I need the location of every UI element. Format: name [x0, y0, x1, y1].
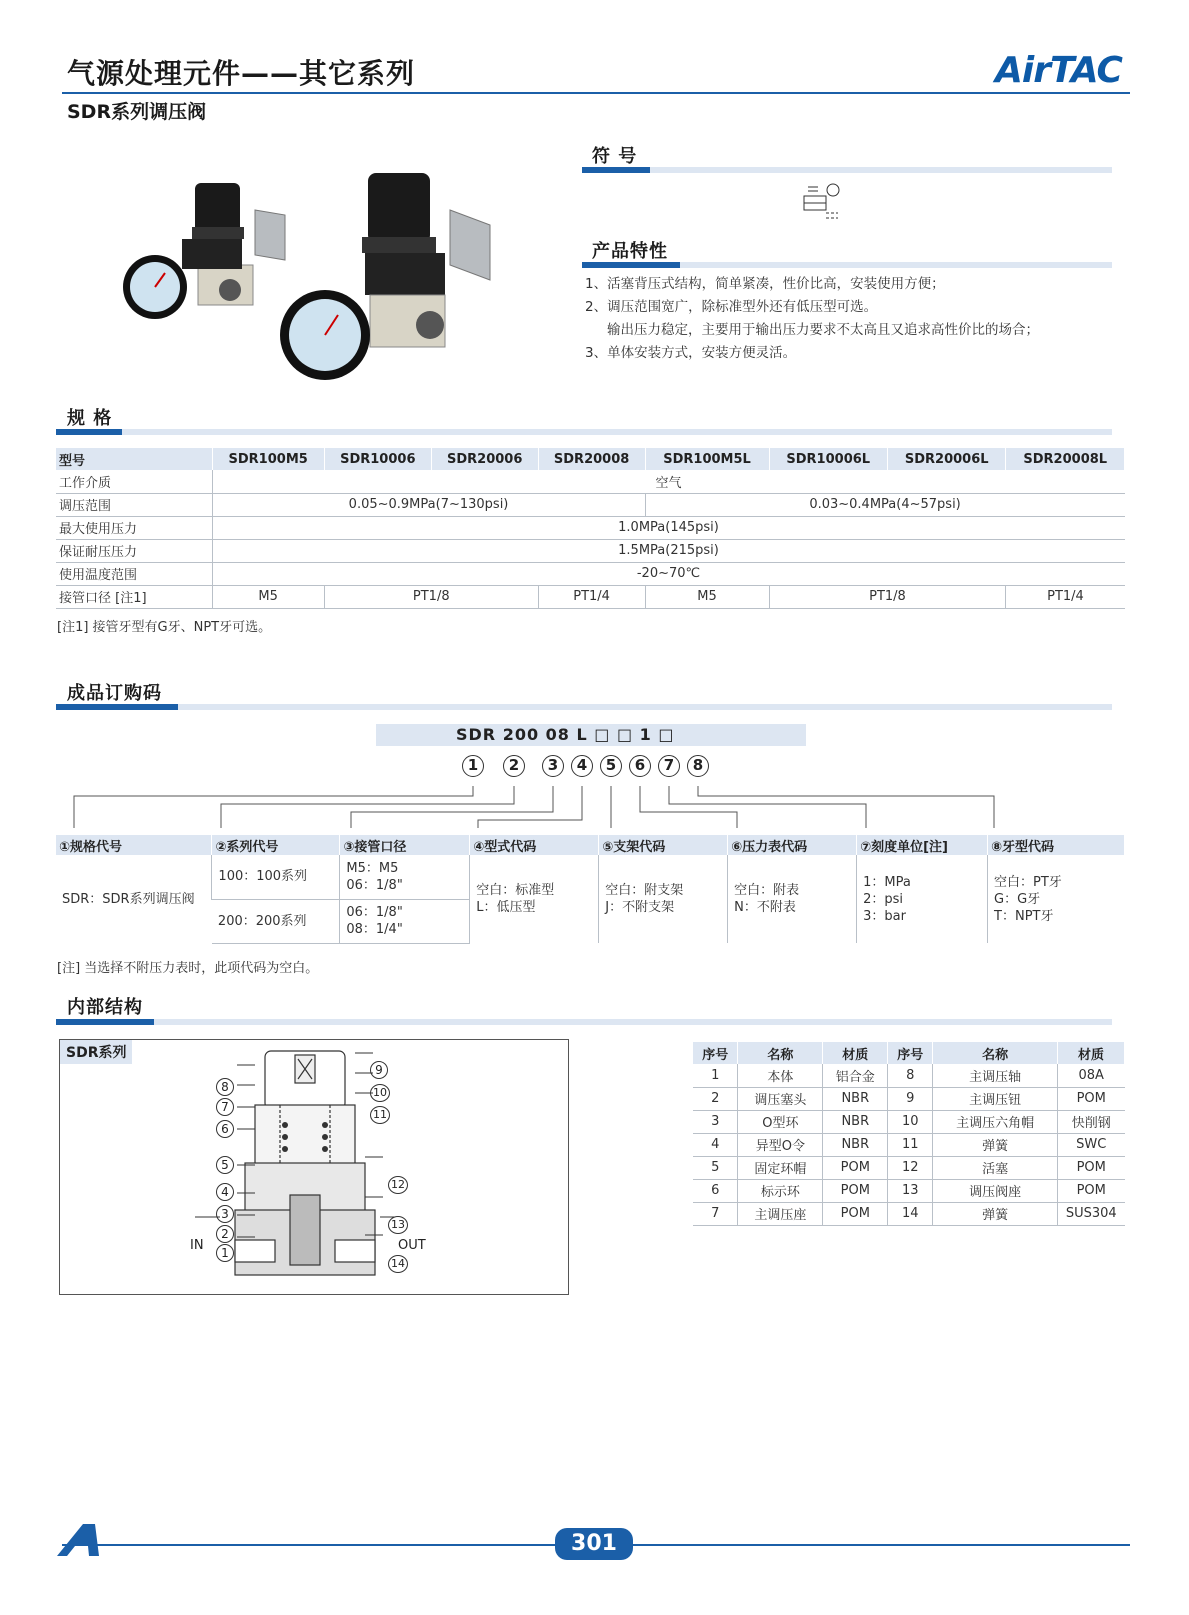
parts-cell: 6	[693, 1179, 738, 1202]
order-note: [注] 当选择不附压力表时，此项代码为空白。	[57, 961, 319, 976]
spec-value: M5	[645, 585, 769, 608]
parts-cell: POM	[1057, 1087, 1124, 1110]
order-cell: 06：1/8" 08：1/4"	[340, 899, 470, 943]
feature-line: 输出压力稳定，主要用于输出压力要求不太高且又追求高性价比的场合；	[607, 322, 1039, 338]
structure-section-accent	[56, 1019, 154, 1025]
callout-9: 9	[370, 1061, 388, 1079]
callout-8: 8	[216, 1078, 234, 1096]
parts-cell: 弹簧	[933, 1133, 1058, 1156]
spec-header-cell: SDR100M5L	[645, 448, 769, 470]
regulator-symbol-icon	[798, 181, 848, 223]
callout-4: 4	[216, 1183, 234, 1201]
parts-cell: POM	[1057, 1179, 1124, 1202]
parts-header-cell: 序号	[693, 1042, 738, 1064]
table-row	[693, 1202, 1125, 1225]
order-number-4: 4	[571, 755, 593, 777]
parts-cell: 10	[888, 1110, 933, 1133]
spec-label: 工作介质	[56, 470, 212, 493]
parts-cell: O型环	[738, 1110, 823, 1133]
symbol-section-bar	[582, 167, 1112, 173]
order-number-1: 1	[462, 755, 484, 777]
spec-note: [注1] 接管牙型有G牙、NPT牙可选。	[57, 620, 272, 635]
order-header-cell: ⑤支架代码	[599, 835, 728, 855]
parts-header-row	[693, 1042, 1125, 1064]
table-row	[693, 1179, 1125, 1202]
order-header-cell: ④型式代码	[470, 835, 599, 855]
callout-5: 5	[216, 1156, 234, 1174]
parts-cell: 调压塞头	[738, 1087, 823, 1110]
table-row	[56, 539, 1125, 562]
callout-3: 3	[216, 1205, 234, 1223]
parts-cell: 4	[693, 1133, 738, 1156]
order-header-cell: ②系列代号	[212, 835, 340, 855]
table-row	[693, 1110, 1125, 1133]
order-cell: 100：100系列	[212, 855, 340, 899]
page-subtitle: SDR系列调压阀	[67, 101, 207, 123]
table-row	[56, 493, 1125, 516]
parts-cell: NBR	[823, 1110, 888, 1133]
spec-header-cell: SDR20006L	[887, 448, 1005, 470]
spec-value: PT1/4	[538, 585, 645, 608]
order-cell: SDR：SDR系列调压阀	[62, 891, 195, 907]
spec-value: 0.05~0.9MPa(7~130psi)	[212, 493, 645, 516]
order-cell: 1：MPa 2：psi 3：bar	[857, 855, 988, 943]
parts-cell: SWC	[1057, 1133, 1124, 1156]
parts-cell: 活塞	[933, 1156, 1058, 1179]
structure-section-bar	[56, 1019, 1112, 1025]
parts-cell: 3	[693, 1110, 738, 1133]
order-header-cell: ⑦刻度单位[注]	[857, 835, 988, 855]
parts-header-cell: 序号	[888, 1042, 933, 1064]
table-row	[56, 585, 1125, 608]
parts-cell: 1	[693, 1064, 738, 1087]
parts-cell: 固定环帽	[738, 1156, 823, 1179]
spec-label: 接管口径 [注1]	[56, 585, 212, 608]
order-header-cell: ⑧牙型代码	[988, 835, 1125, 855]
parts-cell: 铝合金	[823, 1064, 888, 1087]
spec-header-cell: SDR10006L	[769, 448, 887, 470]
spec-value: PT1/8	[324, 585, 538, 608]
callout-7: 7	[216, 1098, 234, 1116]
spec-header-cell: SDR20008	[538, 448, 645, 470]
order-cell: 空白：标准型 L：低压型	[470, 855, 599, 943]
order-code-table	[56, 835, 1125, 944]
table-row	[693, 1087, 1125, 1110]
parts-cell: POM	[823, 1179, 888, 1202]
order-number-2: 2	[503, 755, 525, 777]
callout-6: 6	[216, 1120, 234, 1138]
feature-line: 1、活塞背压式结构，简单紧凑，性价比高，安装使用方便；	[585, 276, 945, 292]
specs-section-title: 规 格	[67, 408, 113, 429]
symbol-section-title: 符 号	[592, 146, 638, 167]
parts-cell: POM	[1057, 1156, 1124, 1179]
callout-2: 2	[216, 1225, 234, 1243]
parts-cell: 异型O令	[738, 1133, 823, 1156]
order-number-5: 5	[600, 755, 622, 777]
product-photo	[120, 165, 500, 395]
spec-value: 空气	[212, 470, 1125, 493]
parts-cell: 调压阀座	[933, 1179, 1058, 1202]
parts-cell: 主调压钮	[933, 1087, 1058, 1110]
spec-label: 最大使用压力	[56, 516, 212, 539]
feature-line: 2、调压范围宽广，除标准型外还有低压型可选。	[585, 299, 878, 315]
parts-cell: NBR	[823, 1087, 888, 1110]
features-section-accent	[582, 262, 680, 268]
callout-14: 14	[388, 1255, 408, 1273]
page-number: 301	[555, 1528, 633, 1560]
order-cell: 空白：附支架 J：不附支架	[599, 855, 728, 943]
order-cell: 空白：PT牙 G：G牙 T：NPT牙	[988, 855, 1125, 943]
parts-cell: 7	[693, 1202, 738, 1225]
specs-section-accent	[56, 429, 122, 435]
parts-cell: 主调压轴	[933, 1064, 1058, 1087]
spec-value: 1.5MPa(215psi)	[212, 539, 1125, 562]
parts-cell: 9	[888, 1087, 933, 1110]
specs-section-bar	[56, 429, 1112, 435]
order-cell: 空白：附表 N：不附表	[728, 855, 857, 943]
order-section-accent	[56, 704, 178, 710]
spec-value: PT1/4	[1006, 585, 1125, 608]
page-title: 气源处理元件——其它系列	[67, 57, 416, 90]
order-number-3: 3	[542, 755, 564, 777]
parts-table	[693, 1042, 1125, 1226]
callout-13: 13	[388, 1216, 408, 1234]
parts-cell: 弹簧	[933, 1202, 1058, 1225]
order-number-7: 7	[658, 755, 680, 777]
symbol-section-accent	[582, 167, 650, 173]
order-section-bar	[56, 704, 1112, 710]
callout-1: 1	[216, 1244, 234, 1262]
order-section-title: 成品订购码	[67, 683, 162, 704]
callout-10: 10	[370, 1084, 390, 1102]
feature-line: 3、单体安装方式，安装方便灵活。	[585, 345, 797, 361]
parts-header-cell: 名称	[933, 1042, 1058, 1064]
parts-header-cell: 材质	[823, 1042, 888, 1064]
spec-label: 调压范围	[56, 493, 212, 516]
table-row	[56, 516, 1125, 539]
spec-header-row	[56, 448, 1125, 470]
order-number-6: 6	[629, 755, 651, 777]
table-row	[693, 1133, 1125, 1156]
parts-cell: 标示环	[738, 1179, 823, 1202]
spec-table	[56, 448, 1125, 609]
spec-label: 使用温度范围	[56, 562, 212, 585]
parts-cell: 08A	[1057, 1064, 1124, 1087]
parts-cell: 5	[693, 1156, 738, 1179]
parts-header-cell: 材质	[1057, 1042, 1124, 1064]
spec-value: PT1/8	[769, 585, 1006, 608]
parts-cell: POM	[823, 1202, 888, 1225]
spec-value: -20~70℃	[212, 562, 1125, 585]
features-section-title: 产品特性	[592, 241, 668, 262]
table-row	[56, 855, 1125, 899]
order-header-row	[56, 835, 1125, 855]
spec-value: M5	[212, 585, 324, 608]
parts-cell: 快削钢	[1057, 1110, 1124, 1133]
parts-cell: 主调压六角帽	[933, 1110, 1058, 1133]
table-row	[56, 470, 1125, 493]
order-cell: M5：M5 06：1/8"	[340, 855, 470, 899]
footer-logo-icon	[55, 1520, 105, 1560]
airtac-logo: AirTAC	[995, 50, 1122, 91]
parts-cell: 8	[888, 1064, 933, 1087]
spec-header-cell: SDR20006	[431, 448, 538, 470]
table-row	[693, 1156, 1125, 1179]
inlet-label: IN	[190, 1238, 204, 1253]
order-header-cell: ⑥压力表代码	[728, 835, 857, 855]
callout-12: 12	[388, 1176, 408, 1194]
table-row	[693, 1064, 1125, 1087]
parts-cell: SUS304	[1057, 1202, 1124, 1225]
parts-cell: 2	[693, 1087, 738, 1110]
spec-label: 保证耐压压力	[56, 539, 212, 562]
spec-header-cell: SDR20008L	[1006, 448, 1125, 470]
order-cell: 200：200系列	[212, 899, 340, 943]
parts-cell: 13	[888, 1179, 933, 1202]
spec-value: 0.03~0.4MPa(4~57psi)	[645, 493, 1124, 516]
outlet-label: OUT	[398, 1238, 426, 1253]
callout-11: 11	[370, 1106, 390, 1124]
parts-header-cell: 名称	[738, 1042, 823, 1064]
parts-cell: 主调压座	[738, 1202, 823, 1225]
parts-cell: 14	[888, 1202, 933, 1225]
parts-cell: NBR	[823, 1133, 888, 1156]
structure-section-title: 内部结构	[67, 997, 143, 1018]
order-header-cell: ①规格代号	[56, 835, 212, 855]
parts-cell: 11	[888, 1133, 933, 1156]
spec-header-cell: SDR10006	[324, 448, 431, 470]
structure-diagram-label: SDR系列	[60, 1040, 132, 1064]
parts-cell: 本体	[738, 1064, 823, 1087]
order-header-cell: ③接管口径	[340, 835, 470, 855]
header-divider	[62, 92, 1130, 94]
spec-value: 1.0MPa(145psi)	[212, 516, 1125, 539]
order-code: SDR 200 08 L □ □ 1 □	[456, 725, 675, 744]
spec-header-cell: 型号	[56, 448, 212, 470]
order-number-8: 8	[687, 755, 709, 777]
parts-cell: POM	[823, 1156, 888, 1179]
table-row	[56, 562, 1125, 585]
parts-cell: 12	[888, 1156, 933, 1179]
spec-header-cell: SDR100M5	[212, 448, 324, 470]
